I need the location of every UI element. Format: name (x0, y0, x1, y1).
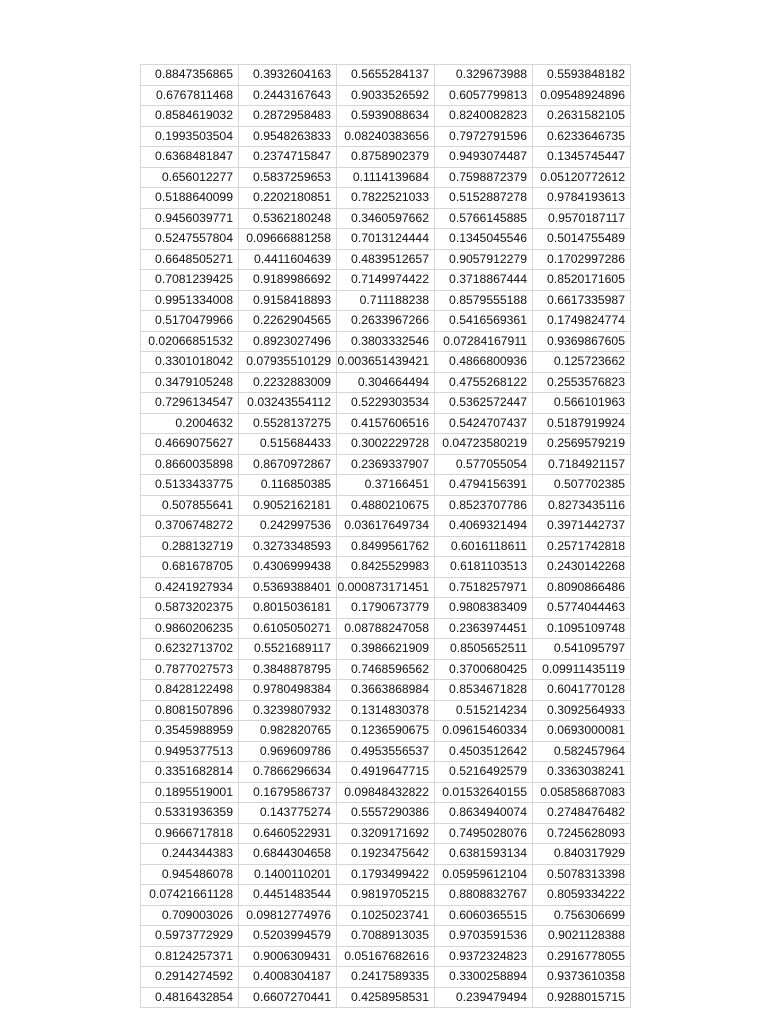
table-cell: 0.8670972867 (239, 454, 337, 475)
table-row (141, 803, 631, 824)
table-cell: 0.2363974451 (435, 618, 533, 639)
table-row (141, 823, 631, 844)
table-cell: 0.5424707437 (435, 413, 533, 434)
table-row (141, 352, 631, 373)
table-row (141, 844, 631, 865)
table-row (141, 557, 631, 578)
table-cell: 0.9493074487 (435, 147, 533, 168)
table-cell: 0.9860206235 (141, 618, 239, 639)
table-cell: 0.4919647715 (337, 762, 435, 783)
table-cell: 0.1790673779 (337, 598, 435, 619)
table-cell: 0.239479494 (435, 987, 533, 1008)
table-cell: 0.003651439421 (337, 352, 435, 373)
table-cell: 0.7877027573 (141, 659, 239, 680)
table-cell: 0.3479105248 (141, 372, 239, 393)
table-cell: 0.7468596562 (337, 659, 435, 680)
table-cell: 0.6368481847 (141, 147, 239, 168)
table-cell: 0.2202180851 (239, 188, 337, 209)
table-cell: 0.9288015715 (533, 987, 631, 1008)
table-row (141, 413, 631, 434)
table-cell: 0.5133433775 (141, 475, 239, 496)
table-cell: 0.09848432822 (337, 782, 435, 803)
table-row (141, 885, 631, 906)
table-cell: 0.4839512657 (337, 249, 435, 270)
table-row (141, 659, 631, 680)
table-cell: 0.9033526592 (337, 85, 435, 106)
table-cell: 0.9495377513 (141, 741, 239, 762)
table-cell: 0.1793499422 (337, 864, 435, 885)
table-row (141, 618, 631, 639)
table-cell: 0.4008304187 (239, 967, 337, 988)
table-row (141, 331, 631, 352)
table-row (141, 782, 631, 803)
table-cell: 0.1236590675 (337, 721, 435, 742)
table-cell: 0.6233646735 (533, 126, 631, 147)
table-cell: 0.09812774976 (239, 905, 337, 926)
table-cell: 0.5152887278 (435, 188, 533, 209)
table-row (141, 147, 631, 168)
table-cell: 0.8090866486 (533, 577, 631, 598)
table-cell: 0.03243554112 (239, 393, 337, 414)
table-cell: 0.4794156391 (435, 475, 533, 496)
table-row (141, 372, 631, 393)
table-cell: 0.3002229728 (337, 434, 435, 455)
table-cell: 0.6381593134 (435, 844, 533, 865)
table-cell: 0.4669075627 (141, 434, 239, 455)
table-cell: 0.5973772929 (141, 926, 239, 947)
table-cell: 0.1679586737 (239, 782, 337, 803)
table-cell: 0.6617335987 (533, 290, 631, 311)
table-cell: 0.2430142268 (533, 557, 631, 578)
table-row (141, 475, 631, 496)
table-cell: 0.9006309431 (239, 946, 337, 967)
table-cell: 0.2748476482 (533, 803, 631, 824)
table-cell: 0.2262904565 (239, 311, 337, 332)
table-cell: 0.5593848182 (533, 65, 631, 86)
table-cell: 0.1923475642 (337, 844, 435, 865)
table-cell: 0.577055054 (435, 454, 533, 475)
table-cell: 0.5203994579 (239, 926, 337, 947)
table-cell: 0.5557290386 (337, 803, 435, 824)
table-row (141, 454, 631, 475)
table-cell: 0.8015036181 (239, 598, 337, 619)
table-cell: 0.3848878795 (239, 659, 337, 680)
table-cell: 0.6607270441 (239, 987, 337, 1008)
table-cell: 0.507702385 (533, 475, 631, 496)
table-cell: 0.945486078 (141, 864, 239, 885)
table-cell: 0.3971442737 (533, 516, 631, 537)
table-cell: 0.5416569361 (435, 311, 533, 332)
table-cell: 0.8579555188 (435, 290, 533, 311)
table-cell: 0.4755268122 (435, 372, 533, 393)
table-cell: 0.244344383 (141, 844, 239, 865)
data-table-body (141, 65, 631, 1008)
table-cell: 0.2369337907 (337, 454, 435, 475)
table-cell: 0.7184921157 (533, 454, 631, 475)
table-cell: 0.304664494 (337, 372, 435, 393)
table-cell: 0.969609786 (239, 741, 337, 762)
table-cell: 0.4306999438 (239, 557, 337, 578)
table-cell: 0.6057799813 (435, 85, 533, 106)
table-cell: 0.1702997286 (533, 249, 631, 270)
table-cell: 0.7013124444 (337, 229, 435, 250)
table-cell: 0.5528137275 (239, 413, 337, 434)
table-row (141, 967, 631, 988)
table-cell: 0.116850385 (239, 475, 337, 496)
table-cell: 0.4816432854 (141, 987, 239, 1008)
table-cell: 0.8505652511 (435, 639, 533, 660)
table-cell: 0.6844304658 (239, 844, 337, 865)
table-cell: 0.4503512642 (435, 741, 533, 762)
table-cell: 0.3986621909 (337, 639, 435, 660)
table-cell: 0.2374715847 (239, 147, 337, 168)
table-cell: 0.5939088634 (337, 106, 435, 127)
table-cell: 0.3932604163 (239, 65, 337, 86)
table-cell: 0.0693000081 (533, 721, 631, 742)
table-cell: 0.709003026 (141, 905, 239, 926)
table-cell: 0.1314830378 (337, 700, 435, 721)
table-cell: 0.3351682814 (141, 762, 239, 783)
table-cell: 0.3700680425 (435, 659, 533, 680)
table-cell: 0.3460597662 (337, 208, 435, 229)
table-cell: 0.08788247058 (337, 618, 435, 639)
table-cell: 0.8520171605 (533, 270, 631, 291)
table-cell: 0.04723580219 (435, 434, 533, 455)
table-cell: 0.2872958483 (239, 106, 337, 127)
table-cell: 0.582457964 (533, 741, 631, 762)
table-cell: 0.5873202375 (141, 598, 239, 619)
table-cell: 0.3803332546 (337, 331, 435, 352)
table-cell: 0.7081239425 (141, 270, 239, 291)
table-cell: 0.656012277 (141, 167, 239, 188)
table-cell: 0.4157606516 (337, 413, 435, 434)
table-row (141, 106, 631, 127)
table-row (141, 598, 631, 619)
table-cell: 0.8634940074 (435, 803, 533, 824)
table-cell: 0.8847356865 (141, 65, 239, 86)
table-row (141, 987, 631, 1008)
table-cell: 0.711188238 (337, 290, 435, 311)
table-cell: 0.125723662 (533, 352, 631, 373)
table-cell: 0.5014755489 (533, 229, 631, 250)
table-row (141, 65, 631, 86)
table-cell: 0.566101963 (533, 393, 631, 414)
table-cell: 0.6460522931 (239, 823, 337, 844)
table-cell: 0.8660035898 (141, 454, 239, 475)
table-cell: 0.8923027496 (239, 331, 337, 352)
table-row (141, 700, 631, 721)
table-cell: 0.7088913035 (337, 926, 435, 947)
table-cell: 0.9808383409 (435, 598, 533, 619)
table-cell: 0.5187919924 (533, 413, 631, 434)
table-cell: 0.8534671828 (435, 680, 533, 701)
table-cell: 0.6016118611 (435, 536, 533, 557)
table-cell: 0.2417589335 (337, 967, 435, 988)
table-cell: 0.2916778055 (533, 946, 631, 967)
table-cell: 0.515214234 (435, 700, 533, 721)
table-cell: 0.9052162181 (239, 495, 337, 516)
table-row (141, 85, 631, 106)
table-cell: 0.3718867444 (435, 270, 533, 291)
table-cell: 0.1345745447 (533, 147, 631, 168)
table-row (141, 126, 631, 147)
table-row (141, 208, 631, 229)
table-cell: 0.1114139684 (337, 167, 435, 188)
table-cell: 0.4880210675 (337, 495, 435, 516)
table-cell: 0.4241927934 (141, 577, 239, 598)
table-cell: 0.9703591536 (435, 926, 533, 947)
table-cell: 0.9819705215 (337, 885, 435, 906)
table-cell: 0.515684433 (239, 434, 337, 455)
table-cell: 0.37166451 (337, 475, 435, 496)
table-cell: 0.9158418893 (239, 290, 337, 311)
table-cell: 0.8523707786 (435, 495, 533, 516)
table-row (141, 393, 631, 414)
table-row (141, 946, 631, 967)
table-cell: 0.8240082823 (435, 106, 533, 127)
table-cell: 0.507855641 (141, 495, 239, 516)
table-row (141, 864, 631, 885)
table-cell: 0.9548263833 (239, 126, 337, 147)
table-cell: 0.2569579219 (533, 434, 631, 455)
table-row (141, 905, 631, 926)
table-cell: 0.05120772612 (533, 167, 631, 188)
table-cell: 0.3092564933 (533, 700, 631, 721)
table-cell: 0.07284167911 (435, 331, 533, 352)
table-cell: 0.5774044463 (533, 598, 631, 619)
table-cell: 0.5229303534 (337, 393, 435, 414)
table-cell: 0.09666881258 (239, 229, 337, 250)
table-cell: 0.840317929 (533, 844, 631, 865)
table-cell: 0.143775274 (239, 803, 337, 824)
table-cell: 0.2631582105 (533, 106, 631, 127)
table-cell: 0.2443167643 (239, 85, 337, 106)
data-table (140, 64, 631, 1008)
table-row (141, 926, 631, 947)
table-cell: 0.6060365515 (435, 905, 533, 926)
table-cell: 0.4866800936 (435, 352, 533, 373)
table-cell: 0.3239807932 (239, 700, 337, 721)
table-row (141, 762, 631, 783)
table-cell: 0.4411604639 (239, 249, 337, 270)
table-row (141, 167, 631, 188)
table-cell: 0.4258958531 (337, 987, 435, 1008)
table-cell: 0.1345045546 (435, 229, 533, 250)
table-cell: 0.6105050271 (239, 618, 337, 639)
table-cell: 0.5369388401 (239, 577, 337, 598)
table-cell: 0.7822521033 (337, 188, 435, 209)
table-cell: 0.3545988959 (141, 721, 239, 742)
table-cell: 0.681678705 (141, 557, 239, 578)
table-cell: 0.1993503504 (141, 126, 239, 147)
table-cell: 0.5331936359 (141, 803, 239, 824)
table-row (141, 680, 631, 701)
table-cell: 0.9666717818 (141, 823, 239, 844)
table-cell: 0.2571742818 (533, 536, 631, 557)
table-row (141, 495, 631, 516)
table-cell: 0.000873171451 (337, 577, 435, 598)
table-cell: 0.7518257971 (435, 577, 533, 598)
table-cell: 0.9784193613 (533, 188, 631, 209)
table-cell: 0.5188640099 (141, 188, 239, 209)
table-cell: 0.2914274592 (141, 967, 239, 988)
table-row (141, 434, 631, 455)
table-cell: 0.5362572447 (435, 393, 533, 414)
table-cell: 0.8584619032 (141, 106, 239, 127)
table-cell: 0.9057912279 (435, 249, 533, 270)
table-cell: 0.1749824774 (533, 311, 631, 332)
table-cell: 0.1400110201 (239, 864, 337, 885)
table-cell: 0.7972791596 (435, 126, 533, 147)
table-cell: 0.09548924896 (533, 85, 631, 106)
table-cell: 0.3301018042 (141, 352, 239, 373)
table-cell: 0.5216492579 (435, 762, 533, 783)
table-cell: 0.5655284137 (337, 65, 435, 86)
table-row (141, 229, 631, 250)
table-cell: 0.8081507896 (141, 700, 239, 721)
table-cell: 0.6232713702 (141, 639, 239, 660)
table-cell: 0.2633967266 (337, 311, 435, 332)
table-cell: 0.5766145885 (435, 208, 533, 229)
table-cell: 0.6767811468 (141, 85, 239, 106)
table-cell: 0.4953556537 (337, 741, 435, 762)
table-cell: 0.8808832767 (435, 885, 533, 906)
table-cell: 0.07935510129 (239, 352, 337, 373)
table-cell: 0.08240383656 (337, 126, 435, 147)
table-cell: 0.01532640155 (435, 782, 533, 803)
table-cell: 0.9780498384 (239, 680, 337, 701)
table-cell: 0.07421661128 (141, 885, 239, 906)
table-cell: 0.1025023741 (337, 905, 435, 926)
table-cell: 0.7598872379 (435, 167, 533, 188)
table-cell: 0.8428122498 (141, 680, 239, 701)
table-cell: 0.8499561762 (337, 536, 435, 557)
table-cell: 0.6181103513 (435, 557, 533, 578)
table-cell: 0.1095109748 (533, 618, 631, 639)
table-cell: 0.982820765 (239, 721, 337, 742)
table-cell: 0.5170479966 (141, 311, 239, 332)
table-cell: 0.09615460334 (435, 721, 533, 742)
table-cell: 0.7245628093 (533, 823, 631, 844)
table-cell: 0.7866296634 (239, 762, 337, 783)
table-cell: 0.1895519001 (141, 782, 239, 803)
table-row (141, 741, 631, 762)
table-row (141, 290, 631, 311)
table-cell: 0.2004632 (141, 413, 239, 434)
table-cell: 0.5247557804 (141, 229, 239, 250)
table-row (141, 577, 631, 598)
table-cell: 0.8425529983 (337, 557, 435, 578)
table-cell: 0.3663868984 (337, 680, 435, 701)
table-cell: 0.02066851532 (141, 331, 239, 352)
table-cell: 0.05858687083 (533, 782, 631, 803)
table-cell: 0.3209171692 (337, 823, 435, 844)
table-cell: 0.756306699 (533, 905, 631, 926)
table-cell: 0.9456039771 (141, 208, 239, 229)
table-cell: 0.242997536 (239, 516, 337, 537)
table-cell: 0.7149974422 (337, 270, 435, 291)
table-cell: 0.3273348593 (239, 536, 337, 557)
table-cell: 0.3706748272 (141, 516, 239, 537)
table-cell: 0.9570187117 (533, 208, 631, 229)
table-row (141, 516, 631, 537)
table-row (141, 188, 631, 209)
table-row (141, 721, 631, 742)
table-cell: 0.9372324823 (435, 946, 533, 967)
table-cell: 0.09911435119 (533, 659, 631, 680)
table-cell: 0.9189986692 (239, 270, 337, 291)
table-cell: 0.7495028076 (435, 823, 533, 844)
table-cell: 0.5837259653 (239, 167, 337, 188)
table-cell: 0.3300258894 (435, 967, 533, 988)
table-row (141, 311, 631, 332)
table-cell: 0.9021128388 (533, 926, 631, 947)
table-cell: 0.3363038241 (533, 762, 631, 783)
table-cell: 0.6648505271 (141, 249, 239, 270)
table-cell: 0.8124257371 (141, 946, 239, 967)
table-cell: 0.2553576823 (533, 372, 631, 393)
table-cell: 0.541095797 (533, 639, 631, 660)
table-cell: 0.9369867605 (533, 331, 631, 352)
table-cell: 0.288132719 (141, 536, 239, 557)
table-cell: 0.5078313398 (533, 864, 631, 885)
table-cell: 0.9951334008 (141, 290, 239, 311)
table-cell: 0.6041770128 (533, 680, 631, 701)
table-row (141, 249, 631, 270)
table-cell: 0.4451483544 (239, 885, 337, 906)
table-cell: 0.8758902379 (337, 147, 435, 168)
table-cell: 0.8059334222 (533, 885, 631, 906)
table-cell: 0.05959612104 (435, 864, 533, 885)
table-cell: 0.7296134547 (141, 393, 239, 414)
table-cell: 0.2232883009 (239, 372, 337, 393)
table-cell: 0.4069321494 (435, 516, 533, 537)
table-cell: 0.5521689117 (239, 639, 337, 660)
table-cell: 0.05167682616 (337, 946, 435, 967)
table-row (141, 270, 631, 291)
table-cell: 0.9373610358 (533, 967, 631, 988)
table-cell: 0.03617649734 (337, 516, 435, 537)
table-cell: 0.329673988 (435, 65, 533, 86)
table-row (141, 536, 631, 557)
table-cell: 0.5362180248 (239, 208, 337, 229)
table-cell: 0.8273435116 (533, 495, 631, 516)
table-row (141, 639, 631, 660)
